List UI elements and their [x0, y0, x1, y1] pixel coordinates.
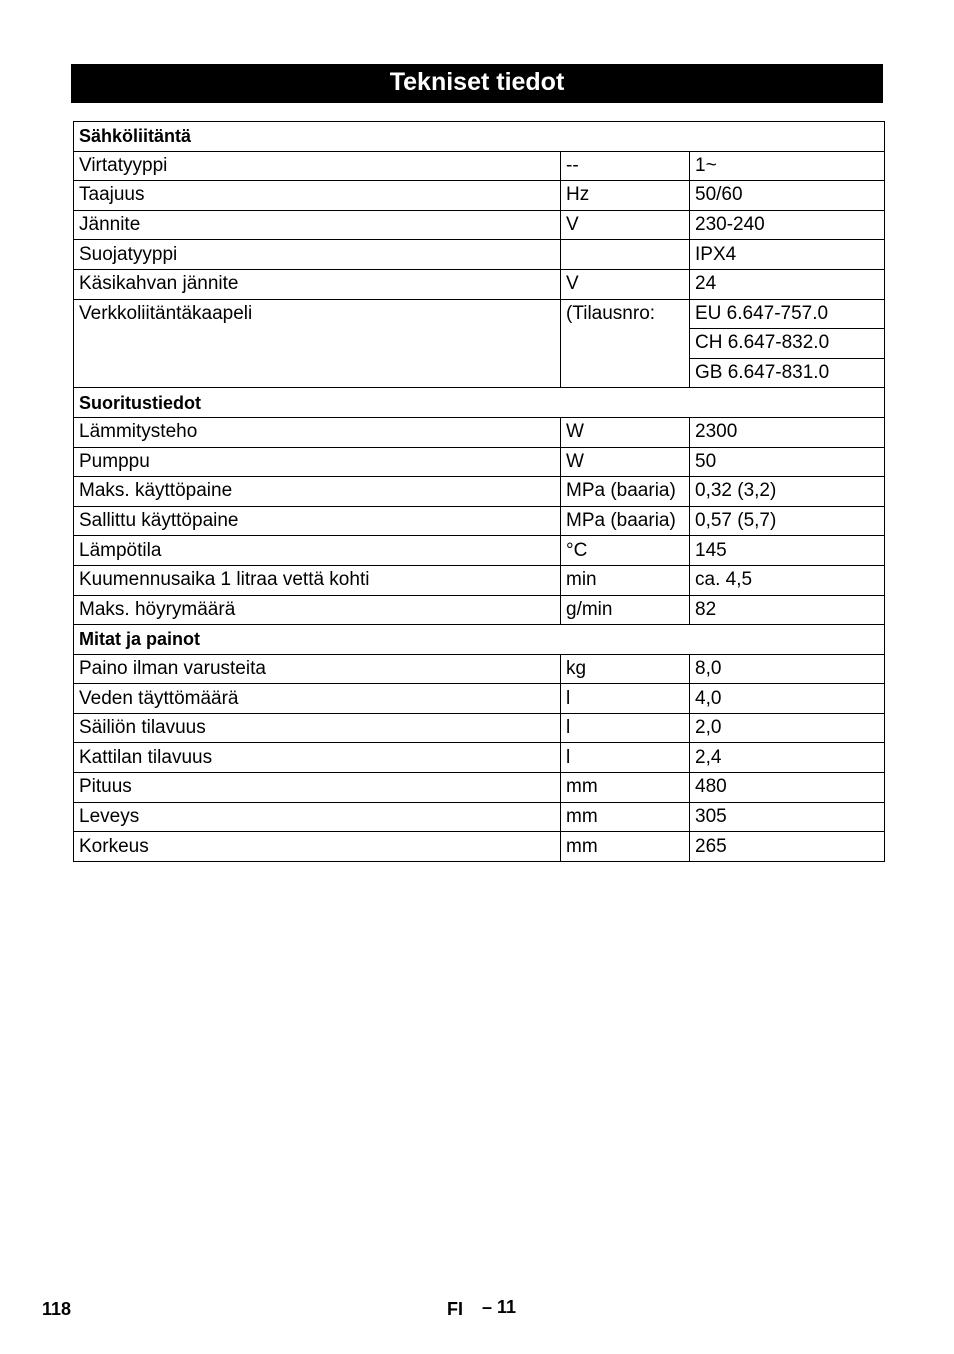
row-label: Pituus: [74, 773, 561, 803]
row-unit: Hz: [561, 181, 690, 211]
table-row: [74, 743, 885, 773]
row-unit: mm: [561, 832, 690, 862]
row-label: Korkeus: [74, 832, 561, 862]
row-label: Säiliön tilavuus: [74, 713, 561, 743]
row-label: Sallittu käyttöpaine: [74, 506, 561, 536]
row-unit: mm: [561, 773, 690, 803]
row-value: 2300: [690, 417, 885, 447]
row-unit: V: [561, 210, 690, 240]
table-row: [74, 210, 885, 240]
row-unit: V: [561, 269, 690, 299]
row-label: Paino ilman varusteita: [74, 654, 561, 684]
table-row: [74, 713, 885, 743]
table-row: [74, 684, 885, 714]
row-value: 0,32 (3,2): [690, 477, 885, 507]
row-value: 50/60: [690, 181, 885, 211]
row-label: Maks. käyttöpaine: [74, 477, 561, 507]
row-unit: l: [561, 684, 690, 714]
row-unit: W: [561, 417, 690, 447]
row-value: 230-240: [690, 210, 885, 240]
row-unit: MPa (baaria): [561, 477, 690, 507]
row-unit: --: [561, 151, 690, 181]
row-value: IPX4: [690, 240, 885, 270]
row-unit: MPa (baaria): [561, 506, 690, 536]
table-row: [74, 151, 885, 181]
table-row: [74, 269, 885, 299]
row-value: 4,0: [690, 684, 885, 714]
row-value: 305: [690, 802, 885, 832]
row-label: Kuumennusaika 1 litraa vettä kohti: [74, 565, 561, 595]
row-value: 24: [690, 269, 885, 299]
table-row: [74, 506, 885, 536]
table-row: [74, 299, 885, 329]
row-label: Verkkoliitäntäkaapeli: [74, 299, 561, 388]
row-value: 145: [690, 536, 885, 566]
table-row: [74, 417, 885, 447]
row-value: EU 6.647-757.0: [690, 299, 885, 329]
language-code: FI: [447, 1299, 463, 1319]
table-row: [74, 181, 885, 211]
row-unit: [561, 240, 690, 270]
table-row: [74, 773, 885, 803]
row-label: Käsikahvan jännite: [74, 269, 561, 299]
table-row: [74, 565, 885, 595]
row-value: 2,4: [690, 743, 885, 773]
row-unit: W: [561, 447, 690, 477]
table-row: [74, 447, 885, 477]
table-row: [74, 477, 885, 507]
section-heading: Sähköliitäntä: [74, 122, 885, 152]
row-unit: l: [561, 713, 690, 743]
row-value: CH 6.647-832.0: [690, 329, 885, 359]
row-label: Lämpötila: [74, 536, 561, 566]
section-page-number: – 11: [482, 1297, 517, 1317]
row-unit: l: [561, 743, 690, 773]
row-label: Pumppu: [74, 447, 561, 477]
row-value: 82: [690, 595, 885, 625]
table-row: [74, 595, 885, 625]
row-value: 1~: [690, 151, 885, 181]
row-value: 265: [690, 832, 885, 862]
row-label: Kattilan tilavuus: [74, 743, 561, 773]
row-label: Veden täyttömäärä: [74, 684, 561, 714]
row-label: Leveys: [74, 802, 561, 832]
row-value: 50: [690, 447, 885, 477]
table-row: [74, 654, 885, 684]
row-label: Virtatyyppi: [74, 151, 561, 181]
row-unit: kg: [561, 654, 690, 684]
row-value: ca. 4,5: [690, 565, 885, 595]
page-title: Tekniset tiedot: [71, 64, 883, 103]
row-label: Maks. höyrymäärä: [74, 595, 561, 625]
row-label: Jännite: [74, 210, 561, 240]
row-label: Lämmitysteho: [74, 417, 561, 447]
row-unit: mm: [561, 802, 690, 832]
table-row: [74, 802, 885, 832]
table-row: [74, 832, 885, 862]
row-value: 480: [690, 773, 885, 803]
page-number: 118: [42, 1299, 72, 1319]
row-value: 0,57 (5,7): [690, 506, 885, 536]
section-heading: Mitat ja painot: [74, 625, 885, 655]
row-unit: min: [561, 565, 690, 595]
row-value: 2,0: [690, 713, 885, 743]
table-row: [74, 240, 885, 270]
row-unit: (Tilausnro:: [561, 299, 690, 388]
section-header-row: [74, 122, 885, 152]
row-label: Suojatyyppi: [74, 240, 561, 270]
row-unit: °C: [561, 536, 690, 566]
section-header-row: [74, 625, 885, 655]
row-label: Taajuus: [74, 181, 561, 211]
table-row: [74, 536, 885, 566]
section-heading: Suoritustiedot: [74, 388, 885, 418]
section-header-row: [74, 388, 885, 418]
technical-data-table: [73, 121, 885, 862]
row-value: GB 6.647-831.0: [690, 358, 885, 388]
row-value: 8,0: [690, 654, 885, 684]
row-unit: g/min: [561, 595, 690, 625]
